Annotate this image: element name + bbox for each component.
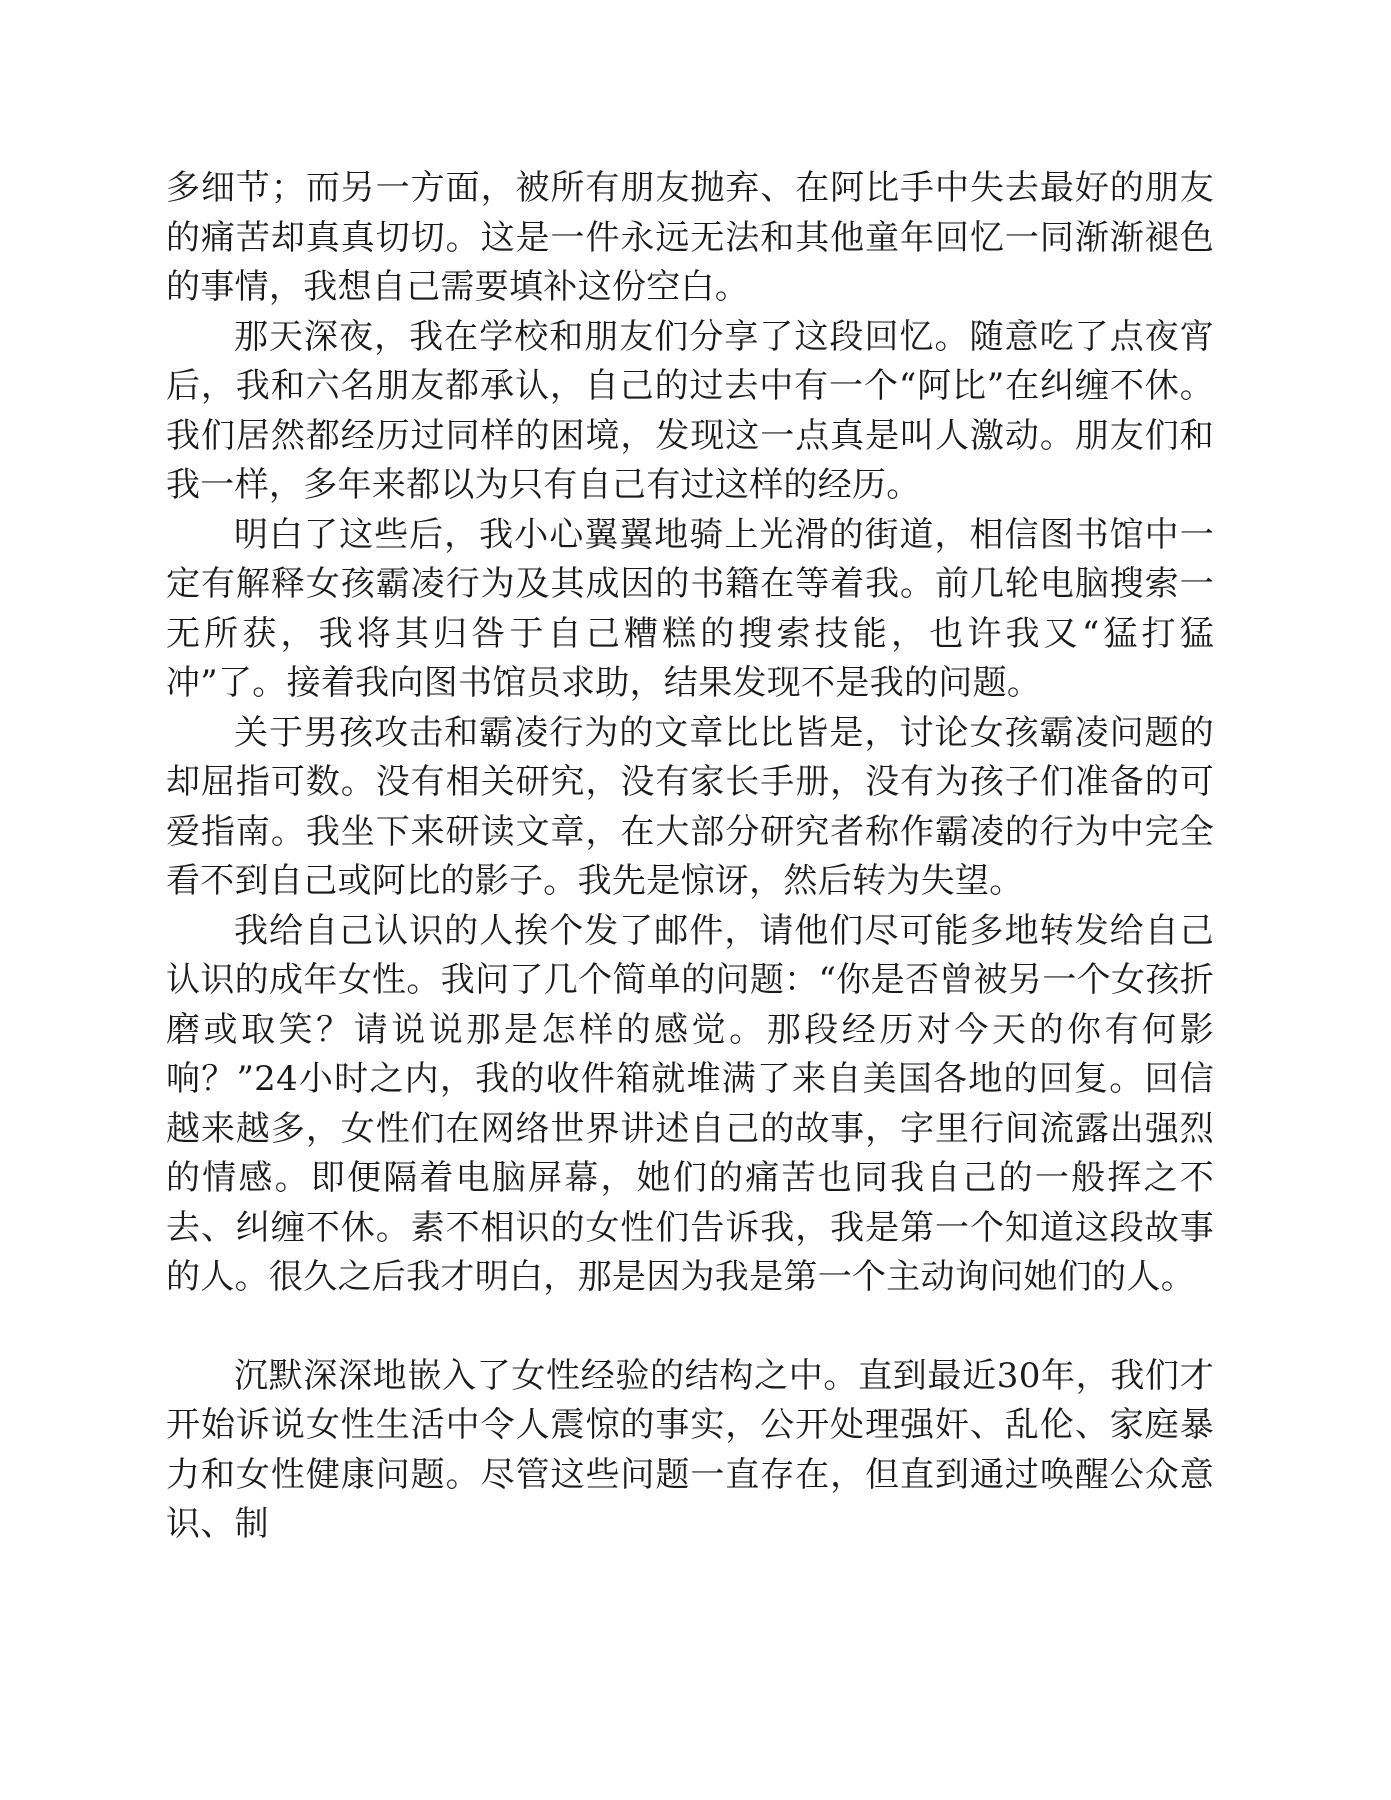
paragraph: 沉默深深地嵌入了女性经验的结构之中。直到最近30年，我们才开始诉说女性生活中令人震惊的事实，公开处理强奸、乱伦、家庭暴力和女性健康问题。尽管这些问题一直存在，但直到通过唤醒公众意识、制	[166, 1355, 1214, 1544]
paragraph: 我给自己认识的人挨个发了邮件，请他们尽可能多地转发给自己认识的成年女性。我问了几个简单的问题：“你是否曾被另一个女孩折磨或取笑？请说说那是怎样的感觉。那段经历对今天的你有何影响？”24小时之内，我的收件箱就堆满了来自美国各地的回复。回信越来越多，女性们在网络世界讲述自己的故事，字里行间流露出强烈的情感。即便隔着电脑屏幕，她们的痛苦也同我自己的一般挥之不去、纠缠不休。素不相识的女性们告诉我，我是第一个知道这段故事的人。很久之后我才明白，那是因为我是第一个主动询问她们的人。	[166, 910, 1214, 1297]
paragraph: 关于男孩攻击和霸凌行为的文章比比皆是，讨论女孩霸凌问题的却屈指可数。没有相关研究，没有家长手册，没有为孩子们准备的可爱指南。我坐下来研读文章，在大部分研究者称作霸凌的行为中完全看不到自己或阿比的影子。我先是惊讶，然后转为失望。	[166, 712, 1214, 901]
paragraph: 明白了这些后，我小心翼翼地骑上光滑的街道，相信图书馆中一定有解释女孩霸凌行为及其成因的书籍在等着我。前几轮电脑搜索一无所获，我将其归咎于自己糟糕的搜索技能，也许我又“猛打猛冲”了。接着我向图书馆员求助，结果发现不是我的问题。	[166, 514, 1214, 703]
paragraph: 那天深夜，我在学校和朋友们分享了这段回忆。随意吃了点夜宵后，我和六名朋友都承认，自己的过去中有一个“阿比”在纠缠不休。我们居然都经历过同样的困境，发现这一点真是叫人激动。朋友们和我一样，多年来都以为只有自己有过这样的经历。	[166, 316, 1214, 505]
paragraph: 多细节；而另一方面，被所有朋友抛弃、在阿比手中失去最好的朋友的痛苦却真真切切。这是一件永远无法和其他童年回忆一同渐渐褪色的事情，我想自己需要填补这份空白。	[166, 168, 1214, 307]
body-text	[166, 164, 1214, 1550]
